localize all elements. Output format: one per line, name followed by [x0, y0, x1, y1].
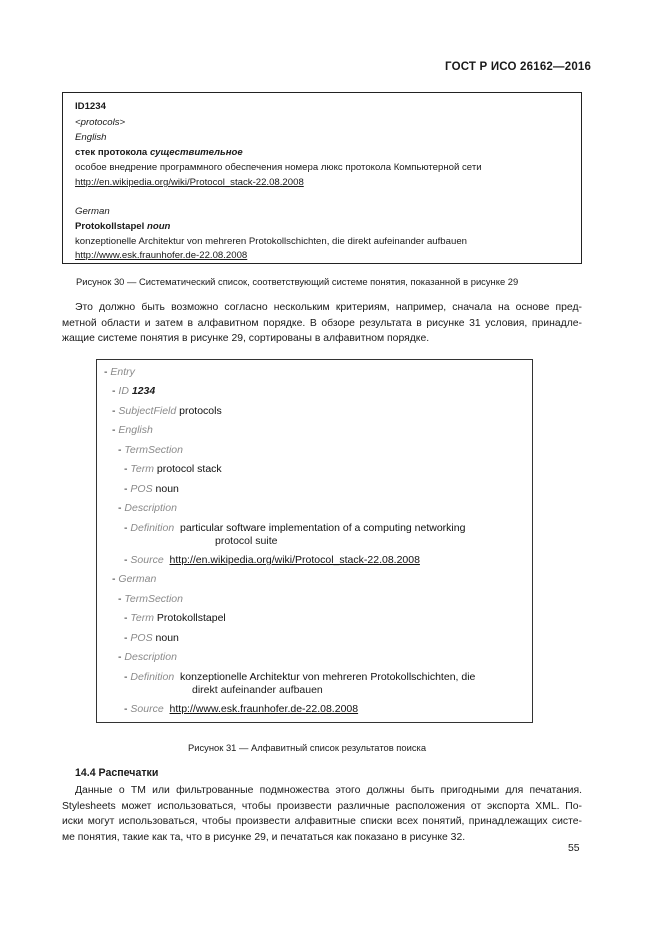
- term-german: [75, 221, 170, 233]
- tree-node-description-de: - Description: [118, 651, 177, 663]
- tree-node-pos-en: - POS noun: [124, 483, 179, 495]
- tree-node-pos-de: - POS noun: [124, 632, 179, 644]
- source-link-en[interactable]: http://en.wikipedia.org/wiki/Protocol_stack-22.08.2008: [169, 554, 420, 566]
- figure-30-caption: Рисунок 30 — Систематический список, соответствующий системе понятия, показанной в рисунке 29: [76, 276, 519, 287]
- id-value: 1234: [131, 385, 156, 397]
- definition-german: konzeptionelle Architektur von mehreren Protokollschichten, die direkt aufeinander aufbauen: [75, 236, 467, 247]
- german-tag: German: [118, 573, 157, 585]
- tree-node-entry: - Entry: [104, 366, 135, 378]
- source-link-de[interactable]: http://www.esk.fraunhofer.de-22.08.2008: [169, 703, 359, 715]
- subject-tag: SubjectField: [118, 405, 177, 417]
- paragraph-2-line: Данные о ТМ или фильтрованные подмножества этого должны быть пригодными для печатания.: [75, 785, 582, 796]
- source-tag: Source: [130, 703, 164, 715]
- tree-node-subject: - SubjectField protocols: [112, 405, 222, 417]
- pos-tag: POS: [130, 632, 153, 644]
- protocols-tag: <protocols>: [75, 117, 126, 128]
- definition-en-line2: protocol suite: [215, 535, 278, 547]
- english-tag: English: [118, 424, 153, 436]
- page-number: 55: [568, 843, 580, 854]
- description-tag: Description: [124, 502, 177, 514]
- termsection-tag: TermSection: [124, 444, 183, 456]
- tree-node-term-de: - Term Protokollstapel: [124, 612, 226, 624]
- pos-value-de: noun: [155, 632, 179, 644]
- term-value-en: protocol stack: [156, 463, 222, 475]
- term-tag: Term: [130, 612, 154, 624]
- pos-value-en: noun: [155, 483, 179, 495]
- definition-en-line1: particular software implementation of a computing networking: [180, 522, 466, 534]
- tree-node-german: - German: [112, 573, 157, 585]
- term-german-text: Protokollstapel: [75, 221, 147, 232]
- term-russian-pos: существительное: [149, 147, 243, 158]
- section-title: 14.4 Распечатки: [75, 767, 159, 779]
- tree-node-termsection-de: - TermSection: [118, 593, 183, 605]
- definition-de-line2: direkt aufeinander aufbauen: [192, 684, 323, 696]
- paragraph-2-line: Stylesheets может использоваться, чтобы произвести различные расположения от экспорта XML. По-: [62, 800, 582, 812]
- paragraph-1-line: жащие системе понятия в рисунке 29, сортированы в алфавитном порядке.: [62, 333, 430, 345]
- pos-tag: POS: [130, 483, 153, 495]
- tree-node-source-de: - Source http://www.esk.fraunhofer.de-22.08.2008: [124, 703, 359, 715]
- paragraph-1-line: метной области и затем в алфавитном порядке. В обзоре результата в рисунке 31 условия, принадле-: [62, 317, 582, 329]
- term-russian-text: стек протокола: [75, 147, 150, 158]
- term-tag: Term: [130, 463, 154, 475]
- paragraph-2-line: иски могут использоваться, чтобы произвести алфавитные списки всех понятий, принадлежащих систе-: [62, 816, 582, 828]
- paragraph-2: [62, 783, 582, 845]
- tree-node-term-en: - Term protocol stack: [124, 463, 222, 475]
- definition-tag: Definition: [130, 671, 175, 683]
- term-value-de: Protokollstapel: [156, 612, 226, 624]
- paragraph-2-line: ме понятия, такие как та, что в рисунке 29, и печататься как показано в рисунке 32.: [62, 831, 466, 843]
- definition-tag: Definition: [130, 522, 175, 534]
- paragraph-1-line: Это должно быть возможно согласно нескольким критериям, например, сначала на основе пред-: [75, 302, 582, 313]
- figure-31-caption: Рисунок 31 — Алфавитный список результатов поиска: [188, 742, 427, 753]
- source-link-german[interactable]: http://www.esk.fraunhofer.de-22.08.2008: [75, 250, 248, 261]
- termsection-tag: TermSection: [124, 593, 183, 605]
- entry-tag: Entry: [110, 366, 135, 378]
- subject-value: protocols: [179, 405, 222, 417]
- figure-30-box: [62, 92, 582, 264]
- tree-node-description-en: - Description: [118, 502, 177, 514]
- term-german-pos: noun: [146, 221, 171, 232]
- id-tag: ID: [118, 385, 129, 397]
- document-header: ГОСТ Р ИСО 26162—2016: [445, 61, 592, 73]
- paragraph-1: [62, 300, 582, 347]
- language-german: German: [75, 206, 110, 217]
- entry-id: ID1234: [75, 101, 106, 112]
- source-tag: Source: [130, 554, 164, 566]
- tree-node-english: - English: [112, 424, 153, 436]
- term-russian: [75, 147, 243, 159]
- tree-node-termsection-en: - TermSection: [118, 444, 183, 456]
- tree-node-id: - ID 1234: [112, 385, 156, 397]
- tree-node-source-en: - Source http://en.wikipedia.org/wiki/Protocol_stack-22.08.2008: [124, 554, 420, 566]
- source-link-english[interactable]: http://en.wikipedia.org/wiki/Protocol_stack-22.08.2008: [75, 177, 304, 188]
- tree-node-definition-de: - Definition konzeptionelle Architektur von mehreren Protokollschichten, die: [124, 671, 476, 683]
- definition-de-line1: konzeptionelle Architektur von mehreren Protokollschichten, die: [180, 671, 476, 683]
- figure-31-tree: [96, 359, 533, 723]
- description-tag: Description: [124, 651, 177, 663]
- tree-node-definition-en: - Definition particular software implementation of a computing networking: [124, 522, 466, 534]
- language-english: English: [75, 132, 107, 143]
- definition-russian: особое внедрение программного обеспечения номера люкс протокола Компьютерной сети: [75, 162, 482, 173]
